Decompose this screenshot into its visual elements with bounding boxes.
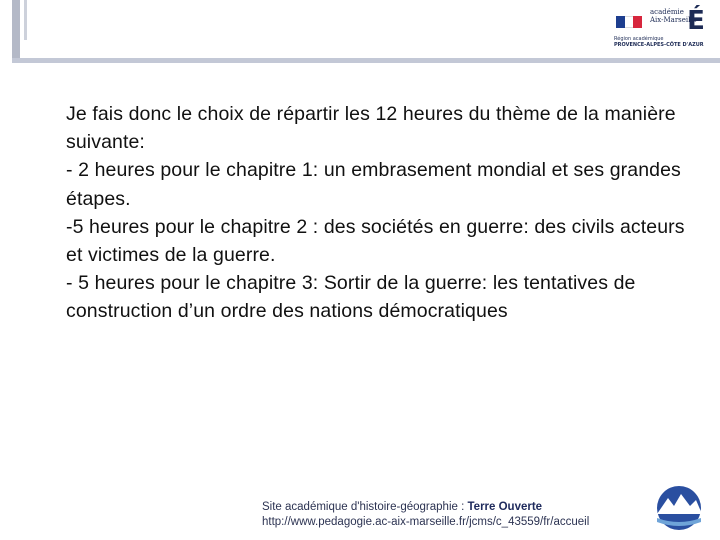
footer-credits [262, 500, 589, 530]
footer-site-line [262, 500, 589, 515]
paragraph-chapter-3: - 5 heures pour le chapitre 3: Sortir de la guerre: les tentatives de construction d’un ordre des nations démocratiques [66, 272, 636, 323]
region-label [614, 36, 704, 48]
left-decorative-line [24, 0, 27, 40]
footer-site-name: Terre Ouverte [467, 501, 543, 513]
academy-logo [612, 6, 712, 52]
region-line1: Région académique [614, 36, 664, 42]
main-text [66, 100, 696, 326]
french-flag-icon [616, 16, 642, 28]
footer-site-prefix: Site académique d'histoire-géographie : [262, 501, 468, 513]
paragraph-chapter-1: - 2 heures pour le chapitre 1: un embrasement mondial et ses grandes étapes. [66, 159, 681, 210]
paragraph-chapter-2: -5 heures pour le chapitre 2 : des sociétés en guerre: des civils acteurs et victimes de la guerre. [66, 215, 685, 267]
academy-line1: académie [650, 8, 684, 16]
region-line2: PROVENCE-ALPES-CÔTE D'AZUR [614, 42, 704, 48]
footer-url[interactable]: http://www.pedagogie.ac-aix-marseille.fr/jcms/c_43559/fr/accueil [262, 516, 590, 528]
academy-line2: Aix-Marseille [650, 16, 697, 24]
paragraph-intro: Je fais donc le choix de répartir les 12 heures du thème de la manière suivante: [66, 103, 676, 154]
terre-ouverte-logo-icon [650, 484, 708, 532]
left-decorative-bar [12, 0, 20, 62]
academy-letter-mark: É [687, 6, 705, 36]
header-rule [12, 58, 720, 63]
